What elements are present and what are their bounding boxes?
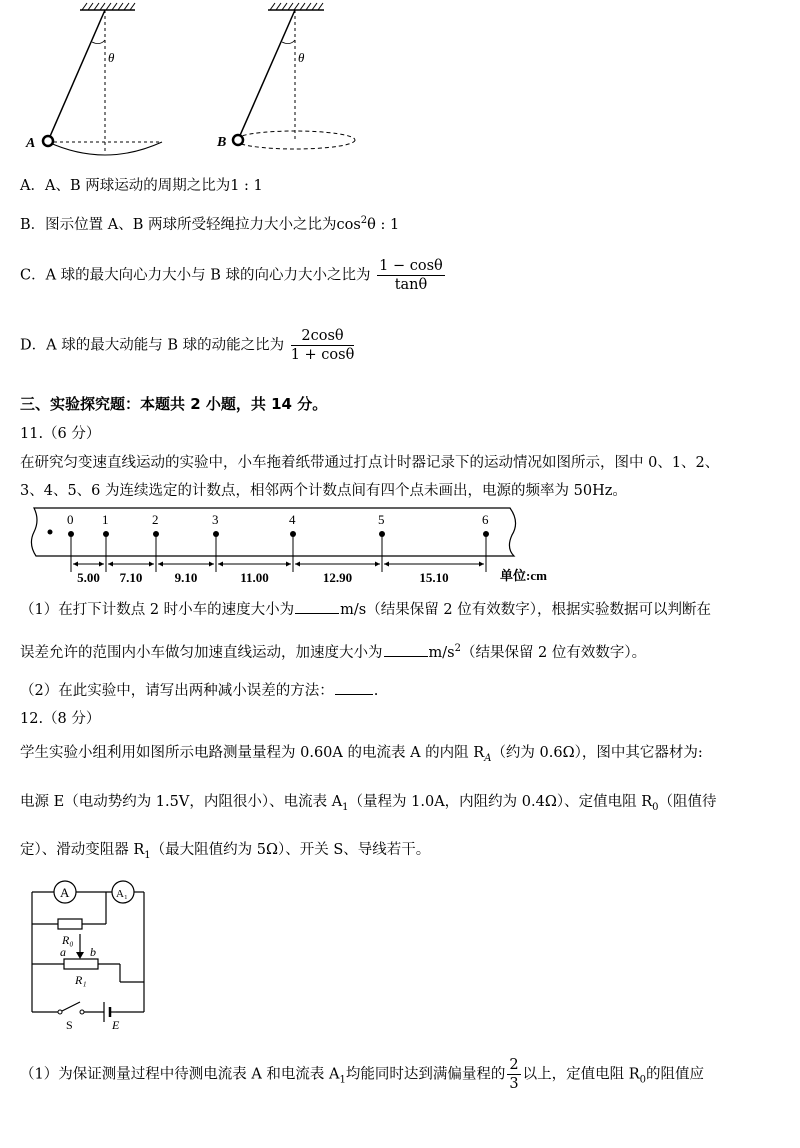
- angle-theta-b: θ: [298, 50, 305, 65]
- q11-stem-1: 在研究匀变速直线运动的实验中，小车拖着纸带通过打点计时器记录下的运动情况如图所示，图中 0、1、2、: [20, 455, 720, 471]
- q12-line2-text-b: （量程为 1.0A，内阻约为 0.4Ω）、定值电阻 R: [348, 794, 653, 810]
- ammeter-a-label: A: [60, 885, 70, 900]
- tape-point-label: 5: [378, 512, 385, 527]
- option-d-text: D．A 球的最大动能与 B 球的动能之比为: [20, 337, 285, 354]
- q11-p1-sup: 2: [454, 643, 461, 655]
- tape-distance-label: 9.10: [174, 570, 198, 585]
- option-b-sup: 2: [360, 215, 368, 227]
- q12-line2-text-c: （阻值待: [658, 794, 717, 810]
- answer-blank-acceleration[interactable]: [384, 644, 428, 657]
- section-3-title: 三、实验探究题：本题共 2 小题，共 14 分。: [20, 395, 328, 413]
- tape-dimension-arrow: [479, 562, 484, 567]
- tape-dimension-arrow: [99, 562, 104, 567]
- q11-p2-text: （2）在此实验中，请写出两种减小误差的方法：: [20, 683, 334, 699]
- q11-p1-text-c: 误差允许的范围内小车做匀加速直线运动，加速度大小为: [20, 645, 383, 661]
- tape-dimension-arrow: [286, 562, 291, 567]
- tape-distance-label: 15.10: [419, 570, 449, 585]
- label-a: A: [26, 136, 36, 151]
- tape-dimension-arrow: [375, 562, 380, 567]
- q12-line1: [20, 741, 703, 764]
- q12-line1-sub: A: [484, 752, 492, 764]
- q12-line1-text: 学生实验小组利用如图所示电路测量量程为 0.60A 的电流表 A 的内阻 R: [20, 745, 485, 761]
- option-b-text: B．图示位置 A、B 两球所受轻绳拉力大小之比为cos: [20, 217, 361, 233]
- tape-point-label: 6: [482, 512, 489, 527]
- tape-dimension-arrow: [384, 562, 389, 567]
- tape-dimension-arrow: [209, 562, 214, 567]
- r0-label: R₀: [62, 933, 74, 947]
- option-b: [20, 213, 399, 234]
- tape-dimension-arrow: [158, 562, 163, 567]
- q12-line2: [20, 790, 717, 813]
- answer-blank-velocity[interactable]: [295, 601, 339, 614]
- terminal-a-label: a: [60, 945, 66, 959]
- q12-line3-sub: 1: [144, 849, 151, 861]
- q12-line2-text: 电源 E（电动势约为 1.5V，内阻很小）、电流表 A: [20, 794, 343, 810]
- q12-header: 12.（8 分）: [20, 711, 101, 727]
- q12-p1-sub2: 0: [639, 1074, 647, 1086]
- tape-dimension-arrow: [73, 562, 78, 567]
- angle-theta-a: θ: [108, 50, 115, 65]
- q12-line2-sub2: 0: [652, 801, 659, 813]
- tape-distance-label: 12.90: [322, 570, 353, 585]
- q12-part1: [20, 1057, 704, 1092]
- tape-distance-label: 5.00: [77, 570, 100, 585]
- q12-line3-text-b: （最大阻值约为 5Ω）、开关 S、导线若干。: [150, 842, 431, 858]
- tape-figure: [20, 500, 600, 592]
- tape-dimension-arrow: [218, 562, 223, 567]
- option-c-den: tanθ: [394, 277, 428, 293]
- option-d: [20, 328, 356, 363]
- q11-header: 11.（6 分）: [20, 426, 101, 442]
- option-d-fraction: [291, 328, 355, 363]
- tape-unit: 单位:cm: [500, 568, 547, 583]
- option-b-suffix: θ : 1: [367, 217, 400, 233]
- tape-dimension-arrow: [149, 562, 154, 567]
- tape-point-label: 4: [289, 512, 296, 527]
- tape-point-label: 3: [212, 512, 219, 527]
- source-label: E: [112, 1018, 120, 1032]
- switch-label: S: [66, 1018, 73, 1032]
- q11-p2-dot: .: [373, 683, 379, 699]
- ammeter-a1-label: A₁: [116, 888, 128, 900]
- tape-point-label: 0: [67, 512, 74, 527]
- q12-p1-num: 2: [509, 1057, 519, 1073]
- tape-dimension-arrow: [108, 562, 113, 567]
- circuit-diagram: [20, 872, 160, 1032]
- q12-line3-text: 定）、滑动变阻器 R: [20, 842, 145, 858]
- tape-dimension-arrow: [295, 562, 300, 567]
- q12-line3: [20, 838, 430, 861]
- label-b: B: [217, 135, 227, 150]
- option-c-fraction: [377, 258, 445, 293]
- pendulum-figure: [20, 0, 380, 165]
- tape-point-label: 1: [102, 512, 109, 527]
- tape-distance-label: 11.00: [240, 570, 269, 585]
- r1-label: R₁: [75, 973, 87, 987]
- q12-p1-den: 3: [509, 1076, 519, 1092]
- option-d-num: 2cosθ: [291, 328, 355, 346]
- option-c: [20, 258, 447, 293]
- q11-p1-text-d: （结果保留 2 位有效数字）。: [460, 645, 647, 661]
- pendulum-b: [216, 3, 355, 150]
- option-c-num: 1 − cosθ: [379, 258, 443, 274]
- q11-stem-2: 3、4、5、6 为连续选定的计数点，相邻两个计数点间有四个点未画出，电源的频率为 50Hz。: [20, 483, 627, 499]
- q11-p1-unit: m/s: [428, 645, 455, 661]
- tape-point-label: 2: [152, 512, 159, 527]
- q12-p1-fraction: [507, 1057, 520, 1092]
- q12-p1-sub1: 1: [339, 1074, 346, 1086]
- q12-line2-sub1: 1: [342, 801, 349, 813]
- answer-blank-methods[interactable]: [335, 682, 373, 695]
- q11-part1-line2: [20, 641, 646, 662]
- q12-line1-text-b: （约为 0.6Ω），图中其它器材为:: [491, 745, 703, 761]
- q12-p1-text-d: 的阻值应: [646, 1066, 705, 1083]
- q11-p1-text-a: （1）在打下计数点 2 时小车的速度大小为: [20, 602, 295, 618]
- q11-part2: [20, 679, 378, 700]
- q11-p1-text-b: m/s（结果保留 2 位有效数字），根据实验数据可以判断在: [340, 602, 711, 618]
- tape-distance-label: 7.10: [119, 570, 143, 585]
- q12-p1-text-a: （1）为保证测量过程中待测电流表 A 和电流表 A: [20, 1066, 340, 1083]
- q12-p1-text-b: 均能同时达到满偏量程的: [345, 1066, 506, 1083]
- pendulum-a: [25, 3, 162, 155]
- q12-p1-text-c: 以上，定值电阻 R: [522, 1066, 640, 1083]
- terminal-b-label: b: [90, 945, 96, 959]
- option-a: A．A、B 两球运动的周期之比为1 : 1: [20, 178, 263, 194]
- option-d-den: 1 + cosθ: [290, 347, 355, 363]
- q11-part1-line1: [20, 598, 711, 619]
- option-c-text: C．A 球的最大向心力大小与 B 球的向心力大小之比为: [20, 267, 371, 284]
